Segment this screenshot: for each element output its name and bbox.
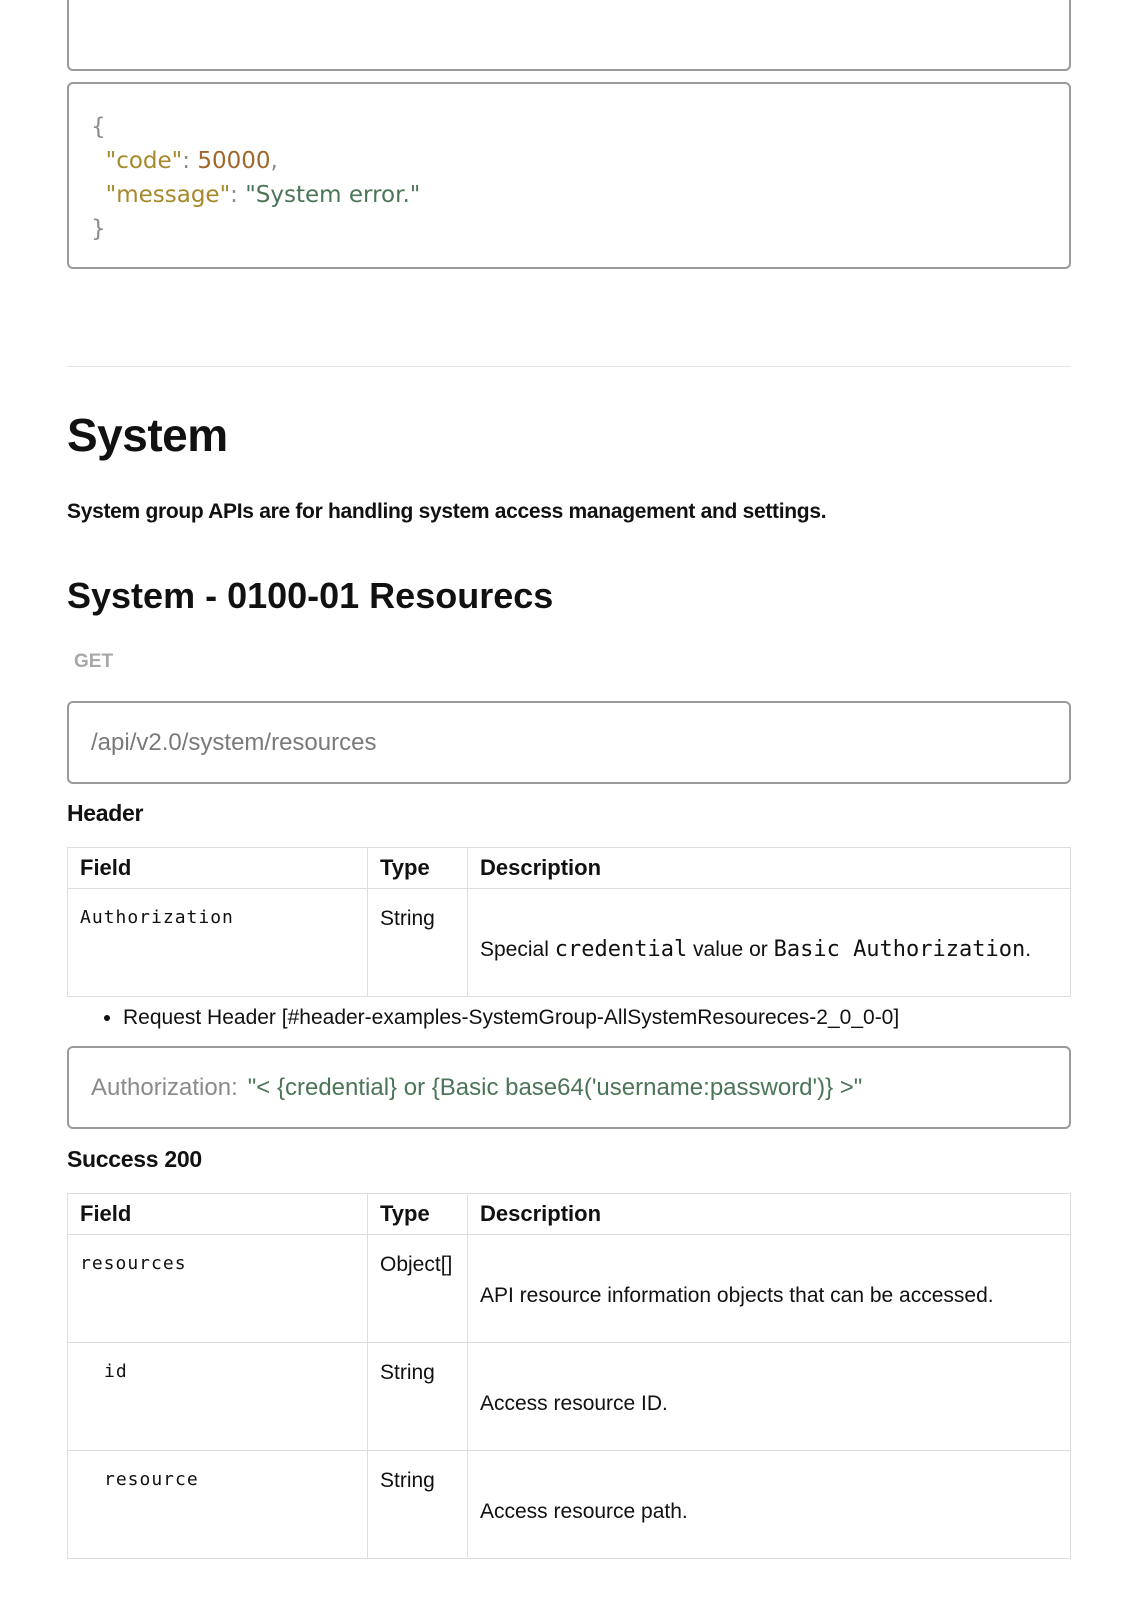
column-header-field: Field: [68, 1194, 368, 1235]
desc-suffix: .: [1025, 938, 1032, 961]
type-cell: String: [368, 1451, 468, 1559]
request-header-code-block: [67, 1046, 1071, 1129]
endpoint-path: /api/v2.0/system/resources: [91, 728, 377, 756]
success-table: [67, 1193, 1071, 1559]
auth-header-label: Authorization:: [91, 1073, 238, 1101]
json-open-brace: {: [91, 114, 106, 140]
table-row: [68, 1235, 1071, 1343]
column-header-description: Description: [468, 1194, 1071, 1235]
json-code-key: "code": [105, 148, 183, 174]
type-cell: Object[]: [368, 1235, 468, 1343]
field-cell: resource: [68, 1451, 368, 1559]
column-header-type: Type: [368, 848, 468, 889]
api-title: System - 0100-01 Resourecs: [67, 575, 554, 616]
json-close-brace: }: [91, 216, 106, 242]
success-section-title: Success 200: [67, 1146, 202, 1172]
field-cell: id: [68, 1343, 368, 1451]
table-row: [68, 1343, 1071, 1451]
desc-mid: value or: [693, 938, 768, 961]
description-cell: [468, 889, 1071, 997]
table-row: [68, 889, 1071, 997]
section-description: System group APIs are for handling system access management and settings.: [67, 500, 827, 523]
json-code-value: 50000: [197, 148, 271, 174]
type-cell: String: [368, 889, 468, 997]
header-section-title: Header: [67, 800, 144, 826]
desc-prefix: Special: [480, 938, 549, 961]
section-title: System: [67, 409, 228, 461]
desc-code-basic-auth: Basic Authorization: [773, 937, 1026, 962]
json-message-key: "message": [105, 182, 231, 208]
header-table: [67, 847, 1071, 997]
description-cell: Access resource ID.: [468, 1343, 1071, 1451]
column-header-field: Field: [68, 848, 368, 889]
section-divider: [67, 366, 1071, 367]
json-message-line: "message": "System error.": [105, 182, 421, 208]
previous-code-block: [67, 0, 1071, 71]
auth-header-value: "< {credential} or {Basic base64('username:password')} >": [247, 1073, 863, 1101]
error-response-code-block: [67, 82, 1071, 269]
http-method-badge: GET: [74, 651, 114, 672]
column-header-type: Type: [368, 1194, 468, 1235]
table-header-row: [68, 1194, 1071, 1235]
json-code-line: "code": 50000,: [105, 148, 278, 174]
desc-code-credential: credential: [554, 937, 688, 962]
table-header-row: [68, 848, 1071, 889]
description-cell: Access resource path.: [468, 1451, 1071, 1559]
description-cell: API resource information objects that can be accessed.: [468, 1235, 1071, 1343]
request-header-list: [67, 1006, 899, 1030]
column-header-description: Description: [468, 848, 1071, 889]
table-row: [68, 1451, 1071, 1559]
json-message-value: "System error.": [245, 182, 421, 208]
type-cell: String: [368, 1343, 468, 1451]
field-cell: resources: [68, 1235, 368, 1343]
field-cell: Authorization: [68, 889, 368, 997]
list-item: • Request Header [#header-examples-SystemGroup-AllSystemResoureces-2_0_0-0]: [123, 1006, 899, 1030]
endpoint-code-block: [67, 701, 1071, 784]
